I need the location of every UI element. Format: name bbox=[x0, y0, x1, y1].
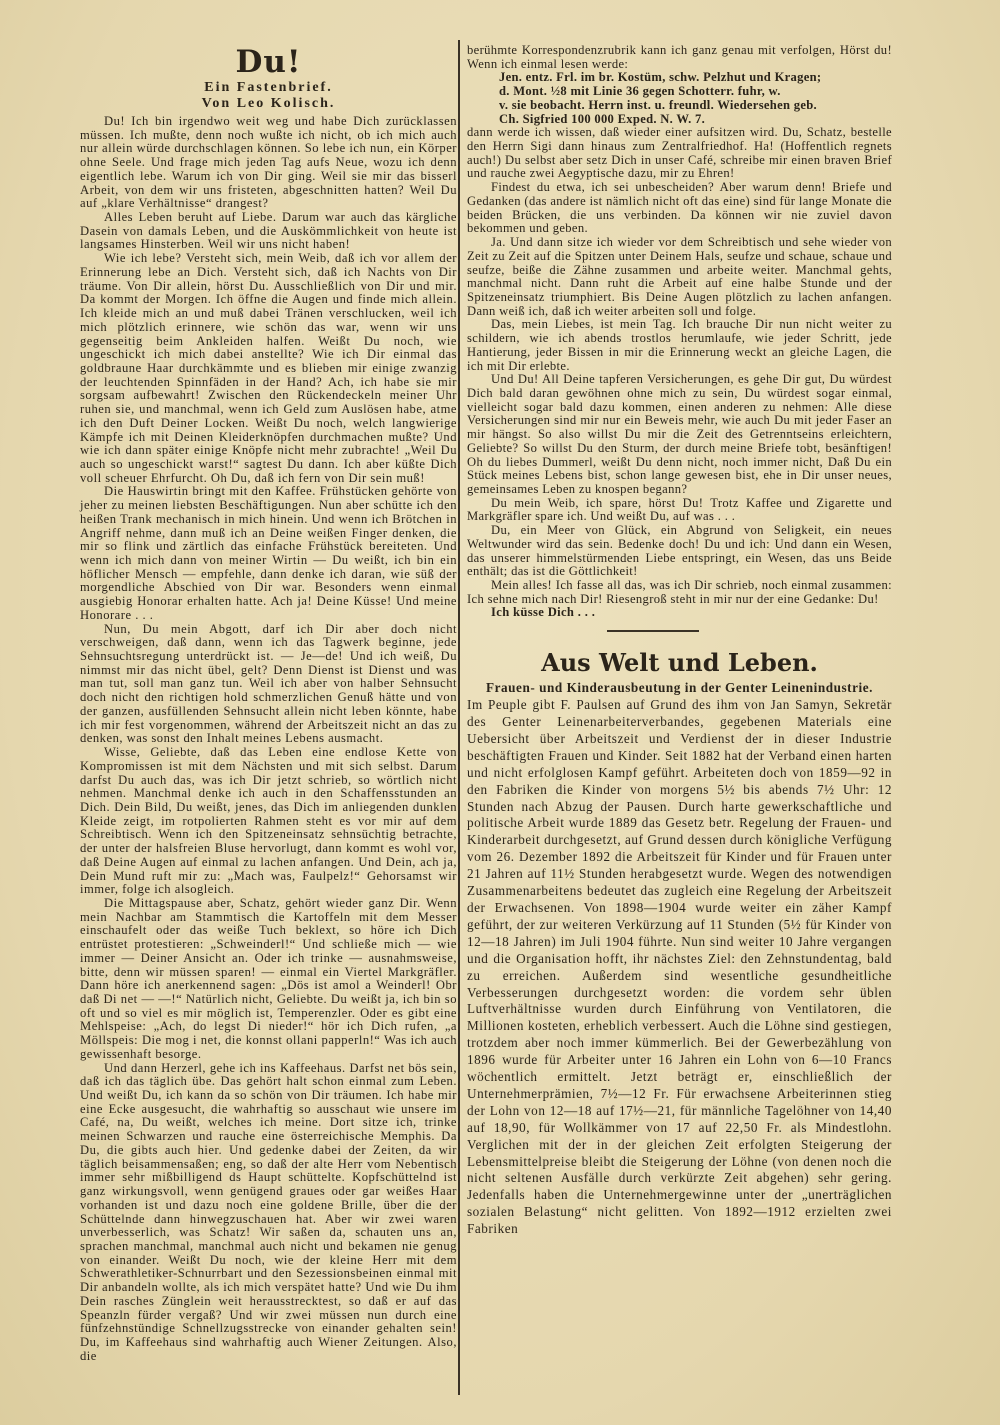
paragraph: Ja. Und dann sitze ich wieder vor dem Schreibtisch und sehe wieder von Zeit zu Zeit auf die Spitzen unter Deinem Hals, seufze und schaue, schaue und seufze, beiße die Zähne zusammen und arbeite weiter. Manchmal gehts, manchmal nicht. Dann ruht die Arbeit auf eine halbe Stunde und der Spitzeneinsatz triumphiert. Bis Deine Augen plötzlich zu lachen anfangen. Dann weiß ich, daß ich weiter arbeiten soll und folge. bbox=[467, 235, 892, 318]
article-separator bbox=[607, 630, 699, 632]
paragraph: Du mein Weib, ich spare, hörst Du! Trotz Kaffee und Zigarette und Markgräfler spare ich. Und weißt Du, auf was . . . bbox=[467, 495, 892, 524]
article-author: Von Leo Kolisch. bbox=[201, 96, 336, 111]
section-body: Im Peuple gibt F. Paulsen auf Grund des ihm von Jan Samyn, Sekretär des Genter Leinenarbeiterverbandes, gegebenen Materials eine Uebersicht über Arbeitszeit und Verdienst der in dieser Industrie beschäftigten Frauen und Kinder. Seit 1882 hat der Verband einen harten und nicht erfolglosen Kampf geführt. Arbeiteten doch von 1859—92 in den Fabriken die Kinder von morgens 5½ bis abends 7½ Uhr: 12 Stunden nach Abzug der Pausen. Durch harte gewerkschaftliche und politische Arbeit wurde 1889 das Gesetz betr. Regelung der Frauen- und Kinderarbeit durchgesetzt, auf Grund dessen durch königliche Verfügung vom 26. Dezember 1892 die Arbeitszeit für Kinder und für Frauen unter 21 Jahren auf 11½ Stunden herabgesetzt wurde. Wegen des notwendigen Zusammenarbeitens bedeutet das zugleich eine Regelung der Arbeitszeit der Erwachsenen. Von 1898—1904 wurde weiter ein zäher Kampf geführt, der zur weiteren Verkürzung auf 11 Stunden (5½ für Kinder von 12—18 Jahren) im Juli 1904 führte. Nun sind weiter 10 Jahre vergangen und die Organisation hofft, ihr nächstes Ziel: den Zehnstundentag, bald zu erreichen. Außerdem sind wesentliche gesundheitliche Verbesserungen durchgesetzt worden: die vordem sehr üblen Luftverhältnisse wurden durch Einführung von Ventilatoren, die Millionen kosteten, erheblich verbessert. Auch die Löhne sind gestiegen, trotzdem aber noch immer kümmerlich. Bei der Gewerbezählung von 1896 wurde für Arbeiter unter 16 Jahren ein Lohn von 6—10 Francs wöchentlich ermittelt. Jetzt beträgt er, einschließlich der Unternehmerprämien, 7½—12 Fr. Für erwachsene Arbeiterinnen stieg der Lohn von 12—18 auf 17½—21, für männliche Tagelöhner von 14,40 auf 18,90, für Wollkämmer von 17 auf 22,50 Fr. als Mindestlohn. Verglichen mit der in der gleichen Zeit erfolgten Steigerung der Lebensmittelpreise bleibt die Steigerung der Löhne (von denen noch die nicht seltenen Ausfälle durch verkürzte Zeit abgehen) sehr gering. Jedenfalls haben die Unternehmergewinne unter der „unerträglichen sozialen Belastung“ nicht gelitten. Von 1892—1912 erzielten zwei Fabriken bbox=[467, 697, 892, 1237]
left-column bbox=[80, 44, 457, 1363]
paragraph: Findest du etwa, ich sei unbescheiden? Aber warum denn! Briefe und Gedanken (das andere ist nämlich nicht oft das eine) sind für lange Monate die beiden Brücken, die uns verbinden. Da können wir nie zuviel davon bekommen und geben. bbox=[467, 180, 892, 236]
paragraph: Mein alles! Ich fasse all das, was ich Dir schrieb, noch einmal zusammen: Ich sehne mich nach Dir! Riesengroß steht in mir nur der eine Gedanke: Du! bbox=[467, 578, 892, 606]
paragraph: Wie ich lebe? Versteht sich, mein Weib, daß ich vor allem der Erinnerung lebe an Dich. Versteht sich, daß ich Nachts von Dir träume. Von Dir allein, hörst Du. Ausschließlich von Dir und mir. Da kommt der Morgen. Ich öffne die Augen und finde mich allein. Ich kleide mich an und muß dabei Tränen verschlucken, weil ich mich plötzlich erinnere, wie schön das war, wenn wir uns gegenseitig beim Ankleiden halfen. Weißt Du noch, wie ungeschickt ich mich dabei anstellte? Wie ich Dir einmal das goldbraune Haar durchkämmte und es blieben mir einige zwanzig der leuchtenden Spinnfäden in der Hand? Ach, ich habe sie mir sorgsam aufbewahrt! Zwischen den Rückendeckeln meiner Uhr ruhen sie, und manchmal, wenn ich Geld zum Auslösen habe, atme ich den Duft Deiner Locken. Weißt Du noch, welch langwierige Kämpfe ich mit Deinen Kleiderknöpfen durchmachen mußte? Und wie ich dann später einige Knöpfe nicht mehr zubrachte! „Weil Du auch so ungeschickt warst!“ sagtest Du dann. Ich aber küßte Dich voll scheuer Ehrfurcht. Oh Du, daß ich fern von Dir sein muß! bbox=[80, 251, 457, 485]
paragraph-continued: berühmte Korrespondenzrubrik kann ich ganz genau mit verfolgen, Hörst du! Wenn ich einmal lesen werde: bbox=[467, 43, 892, 71]
paragraph: Die Hauswirtin bringt mit den Kaffee. Frühstücken gehörte von jeher zu meinen liebsten Beschäftigungen. Nun aber schütte ich den heißen Trank mechanisch in mich hinein. Und wenn ich Brötchen in Angriff nehme, dann muß ich an Deine weißen Finger denken, die mir so flink und zärtlich das einfache Frühstück bereiteten. Und wenn ich mich dann von meiner Wirtin — Du weißt, ich bin ein höflicher Mensch — empfehle, dann denke ich daran, wie süß der morgendliche Abschied von Dir war. Besonders wenn einmal ausgiebig Honorar erhalten hatte. Ach ja! Deine Küsse! Und meine Honorare . . . bbox=[80, 484, 457, 622]
paragraph: Das, mein Liebes, ist mein Tag. Ich brauche Dir nun nicht weiter zu schildern, wie ich abends trostlos herumlaufe, wie jeder Schritt, jede Hantierung, jeder Bissen in mir die Erinnerung weckt an gleiche Lagen, die ich mit Dir erlebte. bbox=[467, 317, 892, 373]
closing-line: Ich küsse Dich . . . bbox=[491, 605, 596, 620]
paragraph: Du! Ich bin irgendwo weit weg und habe Dich zurücklassen müssen. Ich mußte, denn noch wußte ich nicht, ob ich mich auch nur allein würde durchschlagen können. So lebe ich nun, ein Körper ohne Seele. Und frage mich jeden Tag aufs Neue, wozu ich denn eigentlich lebe. Warum ich von Dir ging. Weil sie mir das bisserl Arbeit, von dem wir uns fristeten, abgeschnitten hatten? Weil Du auf „klare Verhältnisse“ drangest? bbox=[80, 114, 457, 211]
quote-line: Jen. entz. Frl. im br. Kostüm, schw. Pelzhut und Kragen; bbox=[499, 70, 822, 85]
paragraph: Und Du! All Deine tapferen Versicherungen, es gehe Dir gut, Du würdest Dich bald daran gewöhnen ohne mich zu sein, Du würdest sogar einmal, vielleicht sogar bald dazu kommen, einen anderen zu nehmen: Alle diese Versicherungen sind mir nur ein Beweis mehr, wie auch Du mit jeder Faser an mir hängst. So also willst Du mir die Zeit des Getrenntseins erleichtern, Geliebte? So willst Du den Sturm, der durch meine Briefe tobt, besänftigen! Oh du liebes Dummerl, weißt Du denn nicht, noch immer nicht, Daß Du ein Stück meines Lebens bist, schon lange gewesen bist, ehe in Dir unser neues, gemeinsames Leben zu knospen begann? bbox=[467, 372, 892, 496]
section-title: Aus Welt und Leben. bbox=[541, 648, 818, 678]
column-divider bbox=[458, 40, 460, 1395]
paragraph: Nun, Du mein Abgott, darf ich Dir aber doch nicht verschweigen, daß dann, wenn ich das Tagwerk beginne, jede Sehnsuchtsregung unterdrückt ist. — Je—de! Und ich weiß, Du nimmst mir das nicht übel, gelt? Denn Dienst ist Dienst und was man tut, soll man ganz tun. Weil ich aber von halber Sehnsucht doch nicht den richtigen hold schmerzlichen Genuß hätte und von der ganzen, ausfüllenden Sehnsucht allein nicht leben könnte, habe ich mir fest vorgenommen, während der Arbeitszeit nicht an das zu denken, was sonst den Inhalt meines Lebens ausmacht. bbox=[80, 621, 457, 746]
section-heading: Frauen- und Kinderausbeutung in der Genter Leinenindustrie. bbox=[486, 680, 873, 696]
paragraph: dann werde ich wissen, daß wieder einer aufsitzen wird. Du, Schatz, bestelle den Herrn Sigi dann hinaus zum Zentralfriedhof. Ha! (Hoffentlich regnets auch!) Du selbst aber setz Dich in unser Café, schreibe mir einen braven Brief und rauche zwei Aegyptische dazu, mir zu Ehren! bbox=[467, 125, 892, 181]
article-title: Du! bbox=[235, 44, 302, 80]
paragraph: Die Mittagspause aber, Schatz, gehört wieder ganz Dir. Wenn mein Nachbar am Stammtisch die Kartoffeln mit dem Messer einschaufelt oder das weiße Tuch beklext, so höre ich Dich entrüstet protestieren: „Schweinderl!“ Und schließe mich — wie immer — Deiner Ansicht an. Oder ich trinke — ausnahmsweise, bitte, denn wir müssen sparen! — einmal ein Viertel Markgräfler. Dann höre ich anerkennend sagen: „Dös ist amol a Weinderl! Obr daß Di net — —!“ Natürlich nicht, Geliebte. Du weißt ja, ich bin so oft und so viel es mir möglich ist, Temperenzler. Oder es gibt eine Mehlspeise: „Ach, do legst Di nieder!“ hör ich Dich rufen, „a Möllspeis: Die mog i net, die konnst ollani papperln!“ Was ich auch gewissenhaft besorge. bbox=[80, 895, 457, 1061]
quote-line: v. sie beobacht. Herrn inst. u. freundl. Wiedersehen geb. bbox=[499, 97, 817, 112]
classified-ad-quote bbox=[467, 71, 892, 126]
section-aus-welt-und-leben bbox=[467, 648, 892, 1238]
right-column bbox=[467, 44, 892, 1238]
paragraph: Und dann Herzerl, gehe ich ins Kaffeehaus. Darfst net bös sein, daß ich das täglich übe. Das gehört halt schon einmal zum Leben. Und weißt Du, ich kann da so schön von Dir träumen. Ich habe mir eine Ecke ausgesucht, die wahrhaftig so ausschaut wie unsere im Café, na, Du weißt, welches ich meine. Dort sitze ich, trinke meinen Schwarzen und rauche eine österreichische Memphis. Da Du, die gibts auch hier. Und gedenke dabei der Zeiten, da wir täglich beisammensaßen; eng, so daß der alte Herr vom Nebentisch immer sehr mißbilligend ds Haupt schüttelte. Kopfschüttelnd ist ganz wirkungsvoll, wenn genügend graues oder gar weißes Haar vorhanden ist und dazu noch eine goldene Brille, über die der Schüttelnde dann hinwegzuschauen hat. Aber wir zwei waren unverbesserlich, was Schatz! Wir saßen da, schauten uns an, sprachen manchmal, manchmal auch nicht und bekamen nie genug von einander. Weißt Du noch, wie der kleine Herr mit dem Schwerathletiker-Schnurrbart und den Sezessionsbeinen einmal mit Dir anbandeln wollte, als ich mich verspätet hatte? Und wie Du ihm Dein rasches Zünglein weit herausstrecktest, so daß er auf das Speanzln fürder vergaß? Und wir zwei müssen nun durch eine fünfzehnstündige Schnellzugsstrecke von einander gehalten sein! Du, im Kaffeehaus sind wahrhaftig auch Wiener Zeitungen. Also, die bbox=[80, 1060, 457, 1363]
quote-line: Ch. Sigfried 100 000 Exped. N. W. 7. bbox=[499, 111, 706, 126]
quote-line: d. Mont. ½8 mit Linie 36 gegen Schotterr. fuhr, w. bbox=[499, 84, 781, 99]
paragraph: Alles Leben beruht auf Liebe. Darum war auch das kärgliche Dasein von damals Leben, und die Auskömmlichkeit von heute ist langsames Hinsterben. Weil wir uns nicht haben! bbox=[80, 210, 457, 252]
paragraph: Du, ein Meer von Glück, ein Abgrund von Seligkeit, ein neues Weltwunder wird das sein. Bedenke doch! Du und ich: Und dann ein Wesen, das unserer himmelstürmenden Liebe entspringt, ein Wesen, das uns Beide enthält; das ist die Göttlichkeit! bbox=[467, 523, 892, 579]
article-subtitle: Ein Fastenbrief. bbox=[204, 80, 333, 95]
paragraph: Wisse, Geliebte, daß das Leben eine endlose Kette von Kompromissen ist mit dem Nächsten und mit sich selbst. Darum darfst Du auch das, was ich Dir jetzt schrieb, so wörtlich nicht nehmen. Manchmal denke ich auch in den Schaffensstunden an Dich. Dein Bild, Du weißt, jenes, das Dich im anliegenden dunklen Kleide zeigt, im rotpolierten Rahmen steht es vor mir auf dem Schreibtisch. Wenn ich den Spitzeneinsatz sehnsüchtig betrachte, der unter der halsfreien Bluse hervorlugt, dann kommt es wohl vor, daß Deine Augen auf einmal zu lachen anfangen. Und Dein, ach ja, Dein Mund ruft mir zu: „Mach was, Faulpelz!“ Gehorsamst wir immer, folge ich alsogleich. bbox=[80, 745, 457, 897]
